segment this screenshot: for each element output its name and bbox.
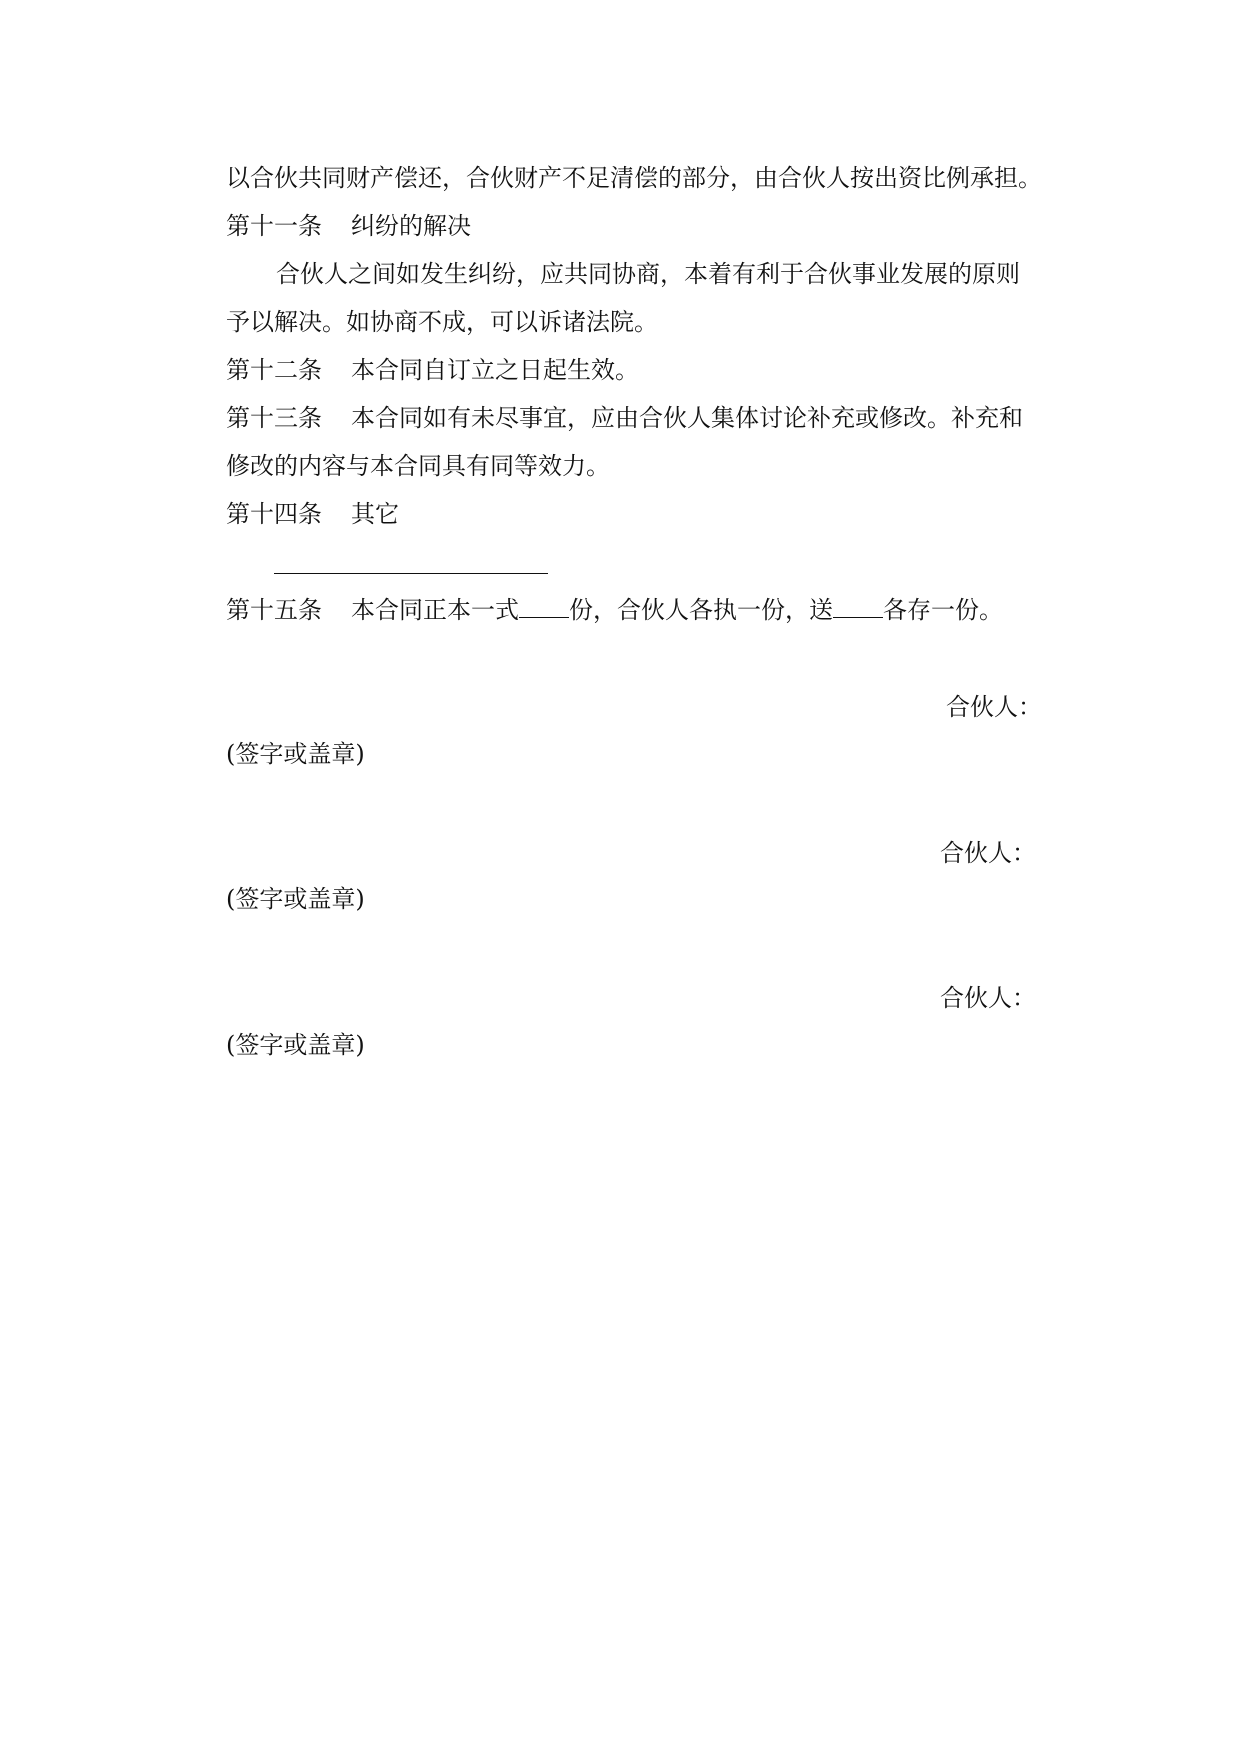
clause-12 <box>226 355 639 385</box>
clause-11-heading <box>226 211 471 241</box>
clause-14-fill-line <box>274 573 548 574</box>
clause-15 <box>226 595 1003 625</box>
clause-13-label: 第十三条 <box>226 404 322 432</box>
copies-blank <box>519 595 569 618</box>
clause-12-label: 第十二条 <box>226 356 322 384</box>
clause-11-body-line-1: 合伙人之间如发生纠纷，应共同协商，本着有利于合伙事业发展的原则 <box>276 260 1020 288</box>
clause-15-label: 第十五条 <box>226 596 322 624</box>
clause-14-title: 其它 <box>351 500 399 528</box>
clause-15-part-2: 份，合伙人各执一份，送 <box>569 596 833 624</box>
partner-label-2: 合伙人： <box>940 839 1036 867</box>
seal-label-3: (签字或盖章) <box>226 1031 365 1059</box>
clause-11-label: 第十一条 <box>226 212 322 240</box>
partner-label-1: 合伙人： <box>946 693 1042 721</box>
clause-13-line-2: 修改的内容与本合同具有同等效力。 <box>226 452 610 480</box>
clause-11-body-line-2: 予以解决。如协商不成，可以诉诸法院。 <box>226 308 658 336</box>
clause-15-part-1: 本合同正本一式 <box>351 596 519 624</box>
partner-label-3: 合伙人： <box>940 984 1036 1012</box>
clause-13-text-1: 本合同如有未尽事宜，应由合伙人集体讨论补充或修改。补充和 <box>351 404 1023 432</box>
clause-15-part-3: 各存一份。 <box>883 596 1003 624</box>
seal-label-1: (签字或盖章) <box>226 740 365 768</box>
recipient-blank <box>833 595 883 618</box>
clause-10-tail: 以合伙共同财产偿还，合伙财产不足清偿的部分，由合伙人按出资比例承担。 <box>226 164 1042 192</box>
clause-13-line-1 <box>226 403 1023 433</box>
clause-14-heading <box>226 499 399 529</box>
clause-12-text: 本合同自订立之日起生效。 <box>351 356 639 384</box>
clause-11-title: 纠纷的解决 <box>351 212 471 240</box>
seal-label-2: (签字或盖章) <box>226 885 365 913</box>
clause-14-label: 第十四条 <box>226 500 322 528</box>
